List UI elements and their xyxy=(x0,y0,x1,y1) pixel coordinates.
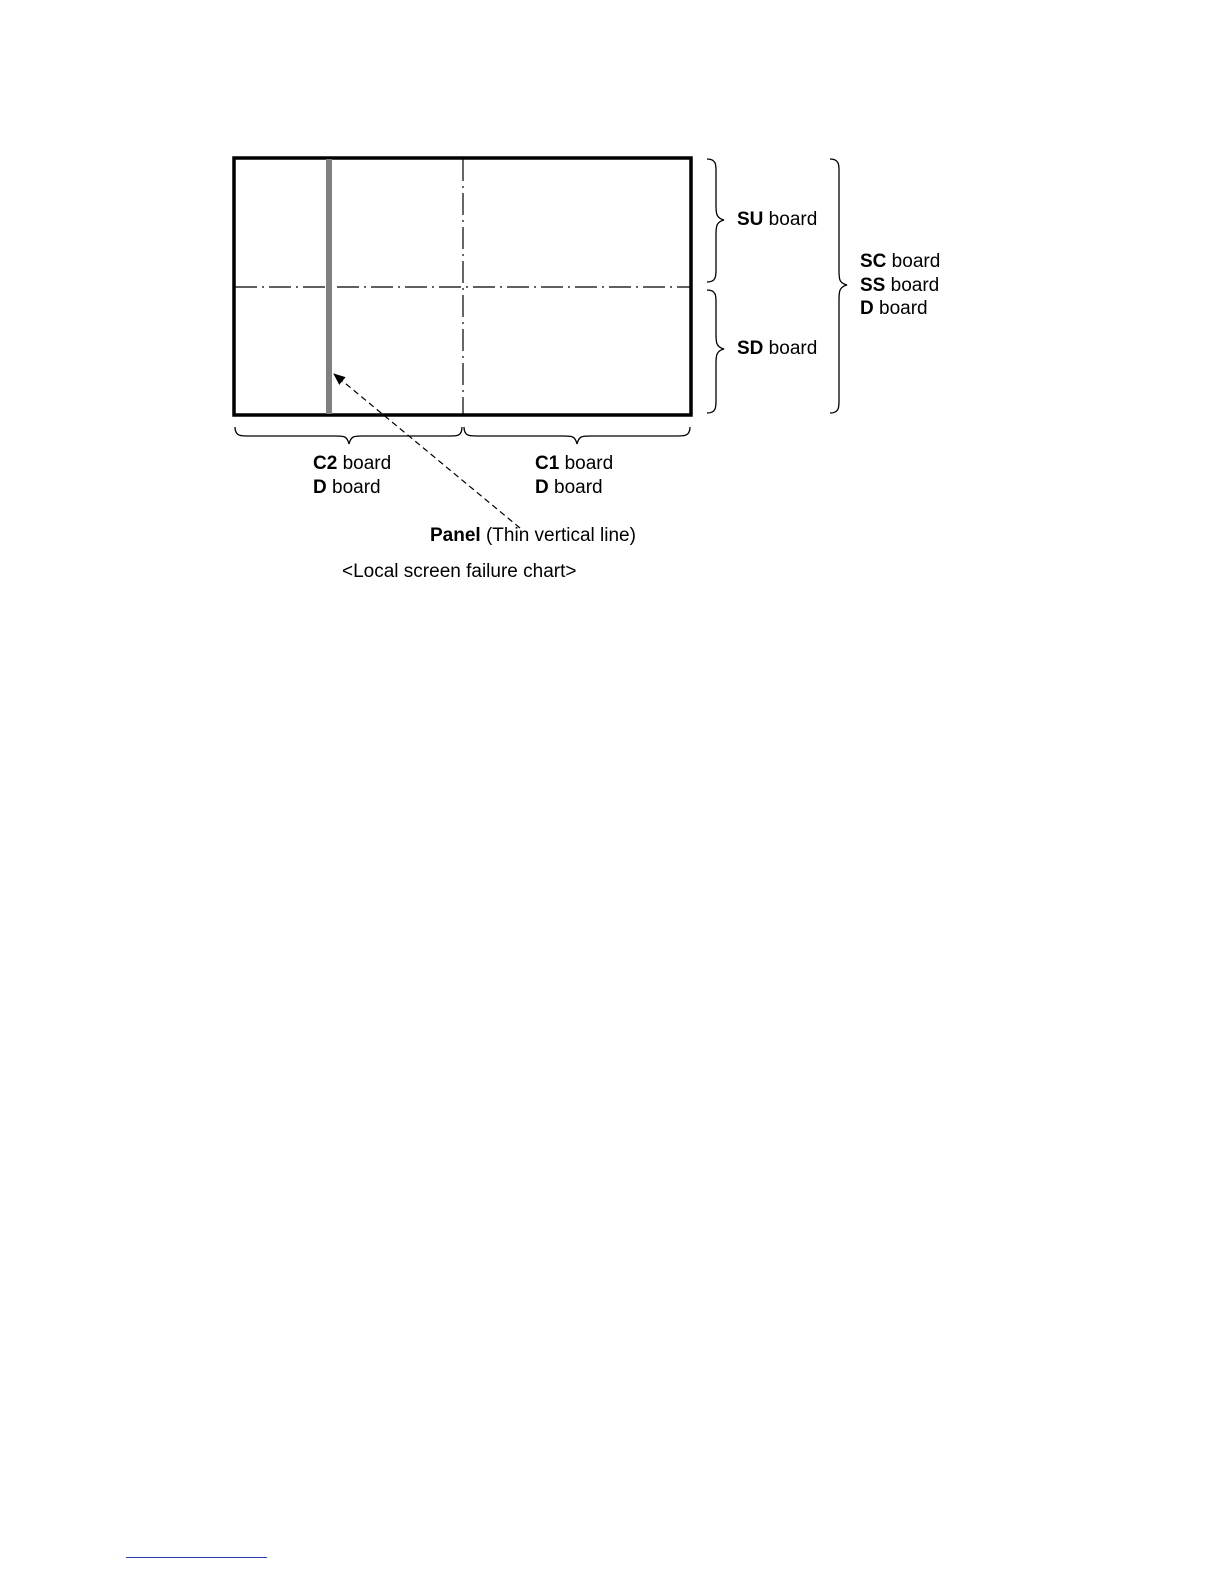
c2-board-brace xyxy=(235,427,462,444)
panel-pointer-arrow xyxy=(334,374,520,528)
whole-screen-brace xyxy=(830,159,847,413)
su-board-label: SU board xyxy=(737,209,818,230)
right-half-board-labels xyxy=(535,452,613,499)
ss-board-label: SS board xyxy=(860,274,940,296)
whole-screen-board-labels xyxy=(860,250,940,321)
left-half-board-labels xyxy=(313,452,391,499)
panel-failure-label: Panel (Thin vertical line) xyxy=(430,525,636,546)
d-board-label-right: D board xyxy=(535,476,603,498)
c1-board-brace xyxy=(464,427,690,444)
su-board-brace xyxy=(707,159,724,282)
sd-board-label: SD board xyxy=(737,338,818,359)
d-board-label: D board xyxy=(860,298,928,319)
c1-board-label: C1 board xyxy=(535,453,614,474)
c2-board-label: C2 board xyxy=(313,453,392,474)
d-board-label-left: D board xyxy=(313,476,381,498)
chart-caption: <Local screen failure chart> xyxy=(342,561,577,582)
sc-board-label: SC board xyxy=(860,251,941,272)
footer-rule xyxy=(126,1557,267,1558)
sd-board-brace xyxy=(707,290,724,413)
